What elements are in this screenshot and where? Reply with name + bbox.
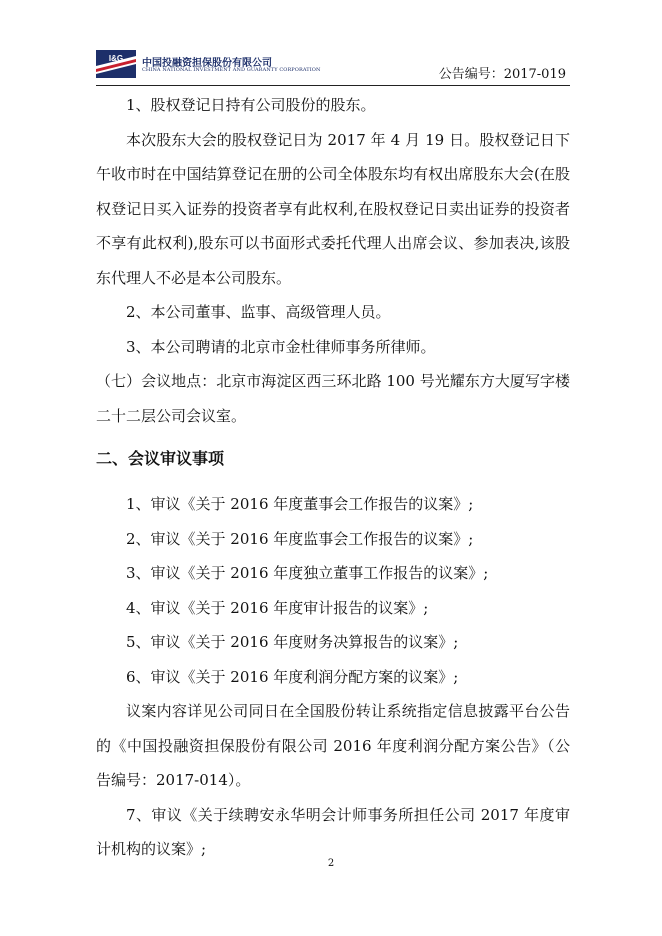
paragraph-lawyers: 3、本公司聘请的北京市金杜律师事务所律师。 <box>126 337 436 356</box>
document-body <box>96 88 570 867</box>
company-name-english: CHINA NATIONAL INVESTMENT AND GUARANTY CORPORATION <box>142 67 321 73</box>
logo-text: I&G <box>108 54 124 63</box>
list-item: 2、审议《关于 2016 年度监事会工作报告的议案》; <box>126 529 474 548</box>
section-title: 二、会议审议事项 <box>96 449 225 468</box>
paragraph-directors: 2、本公司董事、监事、高级管理人员。 <box>126 303 391 321</box>
page-number: 2 <box>327 858 335 869</box>
company-name-chinese: 中国投融资担保股份有限公司 <box>142 58 272 69</box>
paragraph-shareholders: 1、股权登记日持有公司股份的股东。 <box>126 96 376 114</box>
company-logo-icon <box>96 50 136 78</box>
paragraph-record-date: 本次股东大会的股权登记日为 2017 年 4 月 19 日。股权登记日下午收市时在中国结算登记在册的公司全体股东均有权出席股东大会(在股权登记日买入证券的投资者享有此权利,在股权登记日卖出证券的投资者不享有此权利),股东可以书面形式委托代理人出席会议、参加表决,该股东代理人不必是本公司股东。 <box>96 130 570 287</box>
list-item: 6、审议《关于 2016 年度利润分配方案的议案》; <box>126 667 459 686</box>
announcement-number: 公告编号：2017-019 <box>438 67 566 82</box>
list-item: 3、审议《关于 2016 年度独立董事工作报告的议案》; <box>126 564 489 582</box>
list-item: 5、审议《关于 2016 年度财务决算报告的议案》; <box>126 633 459 651</box>
paragraph-meeting-location: （七）会议地点：北京市海淀区西三环北路 100 号光耀东方大厦写字楼二十二层公司会议室。 <box>96 372 570 425</box>
list-item: 7、审议《关于续聘安永华明会计师事务所担任公司 2017 年度审计机构的议案》; <box>96 805 570 858</box>
list-item: 4、审议《关于 2016 年度审计报告的议案》; <box>126 598 429 617</box>
paragraph-disclosure-note: 议案内容详见公司同日在全国股份转让系统指定信息披露平台公告的《中国投融资担保股份有限公司 2016 年度利润分配方案公告》（公告编号：2017-014）。 <box>96 702 570 789</box>
page-header <box>96 46 570 84</box>
list-item: 1、审议《关于 2016 年度董事会工作报告的议案》; <box>126 495 474 513</box>
header-divider <box>96 85 570 86</box>
